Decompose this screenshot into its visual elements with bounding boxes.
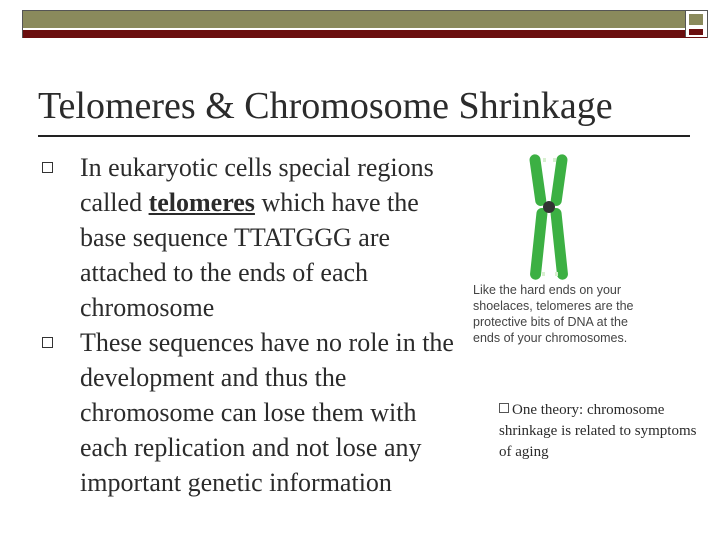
- theory-note: [499, 400, 699, 463]
- chromosome-lower-right-arm: [550, 207, 568, 280]
- chromosome-illustration: [526, 150, 574, 285]
- header-corner-box: [685, 11, 707, 37]
- header-olive-stripe: [23, 11, 707, 28]
- centromere: [543, 201, 555, 213]
- bullet-1-text-start: In eukaryotic cells special regions called: [80, 153, 434, 217]
- title-divider: [38, 135, 690, 137]
- bullet-item-2: [38, 325, 458, 500]
- slide-title: Telomeres & Chromosome Shrinkage: [38, 85, 613, 127]
- bullet-1-text-end: which have the base sequence TTATGGG are attached to the ends of each chromosome: [80, 188, 419, 322]
- image-caption: Like the hard ends on your shoelaces, telomeres are the protective bits of DNA at the ends of your chromosomes.: [473, 283, 634, 345]
- chromosome-lower-left-arm: [530, 207, 548, 280]
- telomeres-term: telomeres: [148, 188, 255, 217]
- header-maroon-stripe: [23, 30, 707, 38]
- bullet-square-icon: [42, 162, 53, 173]
- chromosome-upper-right-arm: [550, 154, 568, 207]
- theory-text: One theory: chromosome shrinkage is related to symptoms of aging: [499, 402, 697, 460]
- bullet-2-text: These sequences have no role in the development and thus the chromosome can lose them with each replication and not lose any important genetic information: [80, 328, 454, 497]
- header-decoration-bar: [22, 10, 708, 38]
- bullet-item-1: [38, 150, 458, 325]
- bullet-square-icon: [42, 337, 53, 348]
- bullet-list: [38, 150, 458, 500]
- theory-square-icon: [499, 403, 509, 413]
